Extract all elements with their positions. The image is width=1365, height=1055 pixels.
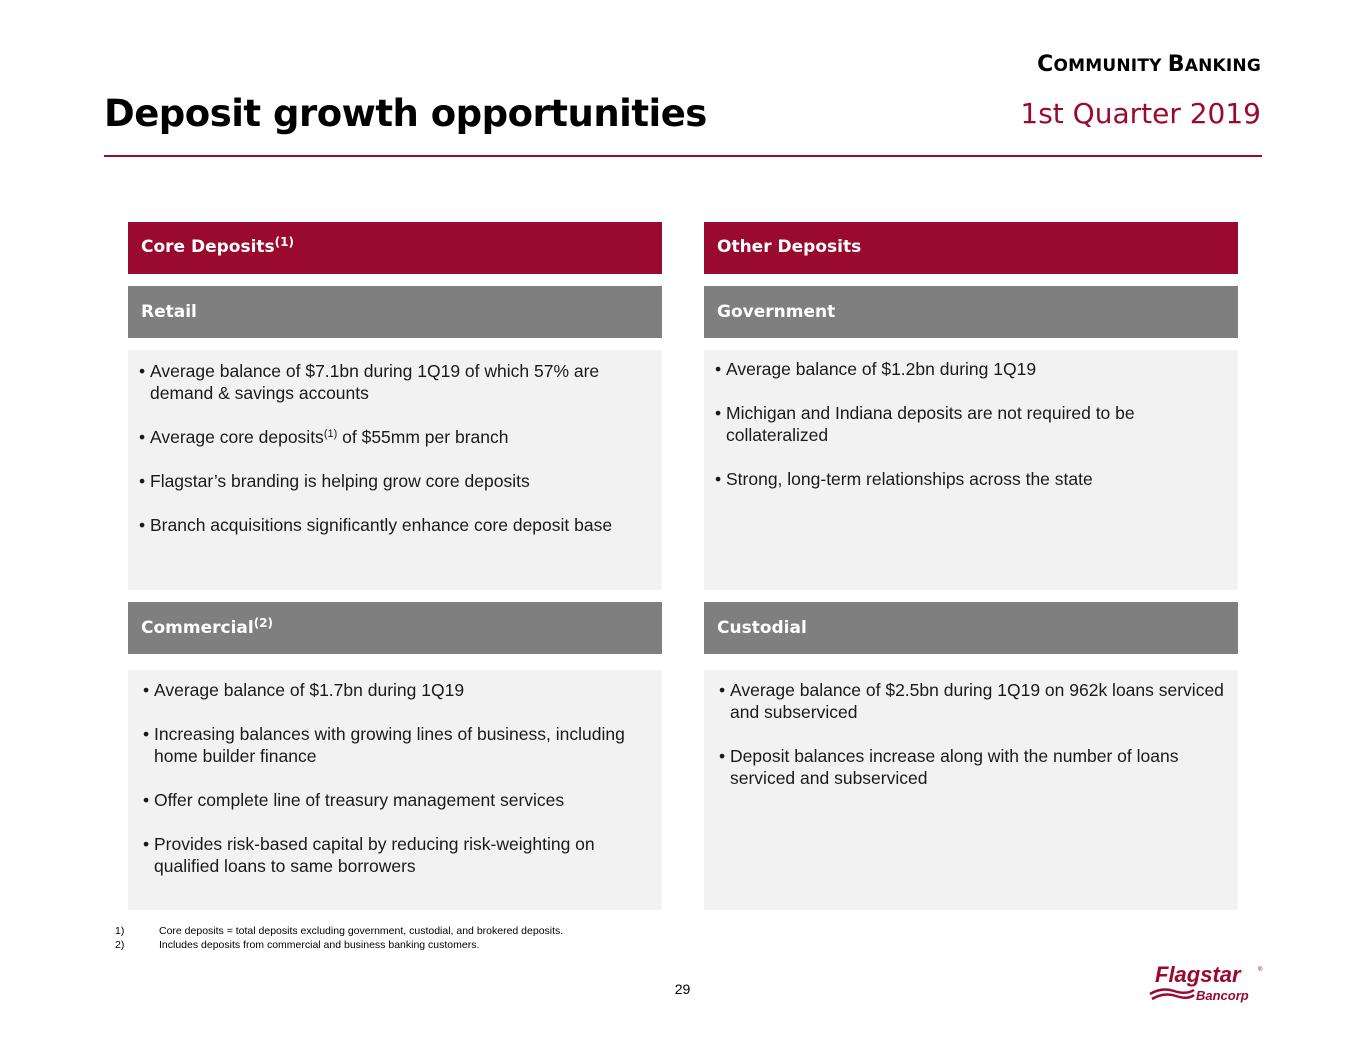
logo-subtitle: Bancorp: [1196, 988, 1249, 1003]
footnote: 1) Core deposits = total deposits excluding government, custodial, and brokered deposits.: [115, 925, 564, 937]
custodial-bullet: • Average balance of $2.5bn during 1Q19 on 962k loans serviced and subserviced: [719, 679, 1228, 723]
commercial-bullet: • Increasing balances with growing lines of business, including home builder finance: [143, 723, 632, 767]
retail-bullet: • Branch acquisitions significantly enhance core deposit base: [139, 514, 652, 536]
commercial-bullet: • Average balance of $1.7bn during 1Q19: [143, 679, 632, 701]
government-bullet: • Average balance of $1.2bn during 1Q19: [715, 358, 1178, 380]
logo-swoosh-icon: [1152, 995, 1194, 999]
retail-bullet: • Average balance of $7.1bn during 1Q19 of which 57% are demand & savings accounts: [139, 360, 652, 404]
commercial-header: Commercial$^{(2)}$: [128, 602, 662, 654]
commercial-bullet: • Offer complete line of treasury management services: [143, 789, 632, 811]
commercial-panel: [128, 670, 662, 910]
other-deposits-header: Other Deposits: [704, 222, 1238, 274]
logo-wordmark: Flagstar: [1155, 962, 1241, 987]
retail-panel: [128, 350, 662, 590]
government-header: Government: [704, 286, 1238, 338]
retail-bullet: • Average core deposits$^{(1)}$ of $55mm per branch: [139, 426, 652, 448]
core-deposits-header: Core Deposits$^{(1)}$: [128, 222, 662, 274]
quarter-label: 1st Quarter 2019: [1020, 97, 1261, 130]
footnotes: [115, 924, 563, 952]
custodial-panel: [704, 670, 1238, 910]
government-bullet: • Strong, long-term relationships across the state: [715, 468, 1178, 490]
government-panel: [704, 350, 1238, 590]
government-bullet: • Michigan and Indiana deposits are not required to be collateralized: [715, 402, 1178, 446]
retail-bullet: • Flagstar’s branding is helping grow core deposits: [139, 470, 652, 492]
logo-swoosh-icon: [1150, 990, 1194, 994]
retail-header: Retail: [128, 286, 662, 338]
custodial-bullet: • Deposit balances increase along with the number of loans serviced and subserviced: [719, 745, 1228, 789]
flagstar-logo: [1148, 958, 1268, 1008]
title-divider: [104, 155, 1262, 157]
custodial-header: Custodial: [704, 602, 1238, 654]
logo-registered: ®: [1258, 967, 1263, 973]
page-title: Deposit growth opportunities: [104, 92, 707, 135]
page-number: 29: [674, 981, 691, 997]
footnote: 2) Includes deposits from commercial and business banking customers.: [115, 939, 480, 951]
commercial-bullet: • Provides risk-based capital by reducing risk-weighting on qualified loans to same borrowers: [143, 833, 632, 877]
section-label: COMMUNITY BANKING: [1037, 52, 1261, 77]
